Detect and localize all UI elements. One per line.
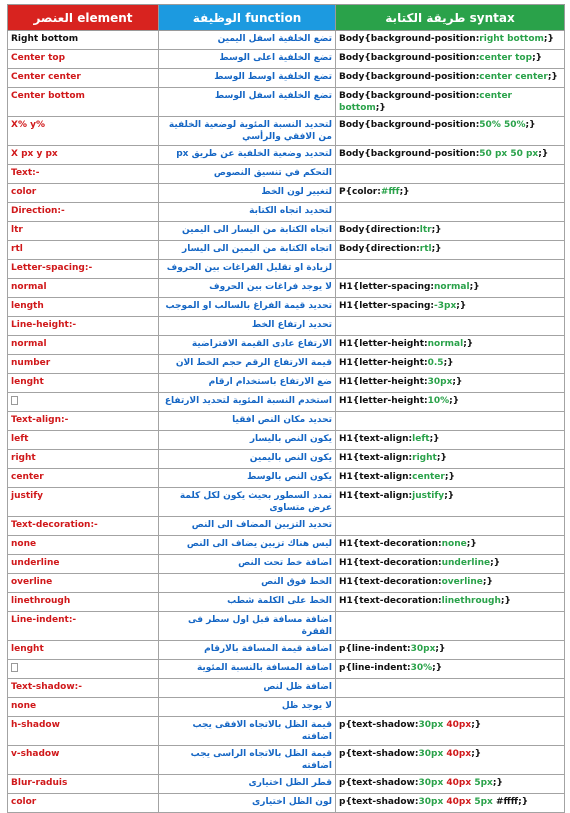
function-cell: اضافة قيمة المسافة بالارقام — [159, 641, 336, 660]
function-cell: تضع الخلفية اسفل اليمين — [159, 31, 336, 50]
syntax-cell — [336, 279, 565, 298]
syntax-cell — [336, 117, 565, 146]
syntax-code: ;} — [435, 644, 446, 654]
syntax-code: p{text-shadow: — [339, 749, 419, 759]
syntax-cell — [336, 317, 565, 336]
syntax-code: Body{direction: — [339, 225, 420, 235]
function-cell: تمدد السطور بحيث يكون لكل كلمة عرض متساوى — [159, 488, 336, 517]
element-cell: length — [8, 298, 159, 317]
syntax-cell — [336, 374, 565, 393]
function-cell: لزيادة او تقليل الفراغات بين الحروف — [159, 260, 336, 279]
table-header-row — [8, 5, 565, 31]
function-cell: لتحديد وضعية الخلفية عن طريق px — [159, 146, 336, 165]
element-cell: Direction:- — [8, 203, 159, 222]
syntax-cell — [336, 450, 565, 469]
syntax-value: 5px — [474, 797, 493, 807]
syntax-code: P{color: — [339, 187, 381, 197]
syntax-cell — [336, 165, 565, 184]
syntax-cell — [336, 241, 565, 260]
syntax-code: H1{text-decoration: — [339, 596, 442, 606]
table-row — [8, 222, 565, 241]
element-cell: Text-shadow:- — [8, 679, 159, 698]
function-cell: الارتفاع عادى القيمة الافتراضية — [159, 336, 336, 355]
table-row — [8, 374, 565, 393]
syntax-code: ;} — [431, 225, 442, 235]
function-cell: تحديد مكان النص افقيا — [159, 412, 336, 431]
syntax-value: 50 px 50 px — [479, 149, 539, 159]
element-cell: color — [8, 794, 159, 813]
syntax-column-header: طريقة الكتابة syntax — [336, 5, 565, 31]
syntax-value: normal — [434, 282, 470, 292]
table-row — [8, 450, 565, 469]
syntax-code: H1{text-align: — [339, 453, 413, 463]
element-cell: lenght — [8, 374, 159, 393]
table-row — [8, 355, 565, 374]
table-row — [8, 536, 565, 555]
css-reference-sheet — [7, 4, 564, 813]
element-cell — [8, 393, 159, 412]
syntax-cell — [336, 336, 565, 355]
table-row — [8, 298, 565, 317]
table-row — [8, 241, 565, 260]
syntax-cell — [336, 536, 565, 555]
table-row — [8, 31, 565, 50]
element-cell: underline — [8, 555, 159, 574]
element-cell: none — [8, 536, 159, 555]
syntax-cell — [336, 488, 565, 517]
syntax-code: ;} — [482, 577, 493, 587]
syntax-value: 10% — [427, 396, 450, 406]
element-cell: normal — [8, 279, 159, 298]
function-cell: استخدم النسبة المئوية لتحديد الارتفاع — [159, 393, 336, 412]
syntax-cell — [336, 775, 565, 794]
table-row — [8, 612, 565, 641]
function-cell: اتجاه الكتابة من اليسار الى اليمين — [159, 222, 336, 241]
syntax-cell — [336, 698, 565, 717]
table-row — [8, 775, 565, 794]
syntax-cell — [336, 679, 565, 698]
syntax-cell — [336, 593, 565, 612]
function-cell: ليس هناك تزيين يضاف الى النص — [159, 536, 336, 555]
syntax-code: H1{letter-height: — [339, 358, 428, 368]
syntax-cell — [336, 660, 565, 679]
element-cell: Letter-spacing:- — [8, 260, 159, 279]
syntax-code: H1{letter-height: — [339, 377, 428, 387]
syntax-value: linethrough — [441, 596, 501, 606]
syntax-code: ;} — [538, 149, 549, 159]
element-cell: Text-decoration:- — [8, 517, 159, 536]
function-cell: الخط على الكلمة شطب — [159, 593, 336, 612]
table-row — [8, 593, 565, 612]
table-row — [8, 88, 565, 117]
function-cell: قيمة الظل بالاتجاه الافقى يجب اضافته — [159, 717, 336, 746]
element-cell: X% y% — [8, 117, 159, 146]
syntax-code: ;} — [471, 720, 482, 730]
function-cell: اضافة المسافة بالنسبة المئوية — [159, 660, 336, 679]
syntax-value: overline — [441, 577, 483, 587]
function-cell: لتغيير لون الخط — [159, 184, 336, 203]
syntax-cell — [336, 641, 565, 660]
syntax-cell — [336, 69, 565, 88]
syntax-value: 40px — [446, 797, 472, 807]
element-cell: color — [8, 184, 159, 203]
syntax-code: H1{text-decoration: — [339, 558, 442, 568]
element-cell: right — [8, 450, 159, 469]
syntax-code: p{text-shadow: — [339, 778, 419, 788]
function-cell: لتحديد النسبة المئوية لوضعية الخلفية من الافقي والرأسي — [159, 117, 336, 146]
syntax-code: ;} — [471, 749, 482, 759]
syntax-code: #ffff;} — [492, 797, 529, 807]
syntax-cell — [336, 717, 565, 746]
syntax-cell — [336, 794, 565, 813]
syntax-code: Body{background-position: — [339, 91, 480, 101]
syntax-code: p{line-indent: — [339, 644, 411, 654]
function-cell: اضافة خط تحت النص — [159, 555, 336, 574]
element-cell: lenght — [8, 641, 159, 660]
table-row — [8, 517, 565, 536]
function-cell: ضع الارتفاع باستخدام ارقام — [159, 374, 336, 393]
function-cell: تضع الخلفية اوسط الوسط — [159, 69, 336, 88]
function-cell: تحديد التزيين المضاف الى النص — [159, 517, 336, 536]
syntax-value: 30px — [427, 377, 453, 387]
syntax-value: 40px — [446, 778, 472, 788]
function-cell: تحديد ارتفاع الخط — [159, 317, 336, 336]
syntax-value: left — [412, 434, 430, 444]
table-row — [8, 555, 565, 574]
syntax-value: 0.5 — [427, 358, 444, 368]
syntax-code: H1{text-align: — [339, 434, 413, 444]
table-row — [8, 679, 565, 698]
table-row — [8, 117, 565, 146]
syntax-code: ;} — [456, 301, 467, 311]
syntax-code: Body{background-position: — [339, 149, 480, 159]
element-cell: Center bottom — [8, 88, 159, 117]
table-row — [8, 717, 565, 746]
syntax-value: right bottom — [479, 34, 544, 44]
function-cell: تضع الخلفية اسفل الوسط — [159, 88, 336, 117]
function-cell: قيمة الظل بالاتجاه الراسى يجب اضافته — [159, 746, 336, 775]
table-row — [8, 184, 565, 203]
syntax-value: 30px — [410, 644, 436, 654]
table-row — [8, 746, 565, 775]
table-row — [8, 146, 565, 165]
syntax-code: H1{letter-spacing: — [339, 301, 435, 311]
syntax-value: 30px — [418, 720, 444, 730]
function-cell: تحديد قيمة الفراغ بالسالب او الموجب — [159, 298, 336, 317]
syntax-value: center center — [479, 72, 548, 82]
element-cell: Right bottom — [8, 31, 159, 50]
table-row — [8, 260, 565, 279]
syntax-cell — [336, 393, 565, 412]
table-row — [8, 574, 565, 593]
table-row — [8, 69, 565, 88]
syntax-cell — [336, 50, 565, 69]
syntax-code: ;} — [449, 396, 460, 406]
syntax-code: H1{text-align: — [339, 472, 413, 482]
missing-glyph-icon — [11, 663, 18, 672]
syntax-code: ;} — [463, 339, 474, 349]
syntax-code: H1{text-decoration: — [339, 539, 442, 549]
table-row — [8, 698, 565, 717]
syntax-code: ;} — [469, 282, 480, 292]
syntax-code: ;} — [429, 434, 440, 444]
element-cell: Center center — [8, 69, 159, 88]
element-cell: rtl — [8, 241, 159, 260]
function-cell: قيمة الارتفاع الرقم حجم الخط الان — [159, 355, 336, 374]
table-row — [8, 203, 565, 222]
function-cell: الخط فوق النص — [159, 574, 336, 593]
syntax-cell — [336, 746, 565, 775]
element-cell: Center top — [8, 50, 159, 69]
syntax-code: Body{background-position: — [339, 34, 480, 44]
syntax-code: H1{text-align: — [339, 491, 413, 501]
syntax-value: 40px — [446, 749, 472, 759]
syntax-code: p{line-indent: — [339, 663, 411, 673]
syntax-value: 30px — [418, 778, 444, 788]
table-row — [8, 488, 565, 517]
element-cell: Blur-raduis — [8, 775, 159, 794]
css-properties-table — [7, 4, 565, 813]
syntax-code: ;} — [500, 596, 511, 606]
syntax-code: ;} — [443, 358, 454, 368]
syntax-code: ;} — [466, 539, 477, 549]
function-cell: لا يوجد فراغات بين الحروف — [159, 279, 336, 298]
syntax-code: ;} — [432, 663, 443, 673]
element-cell: overline — [8, 574, 159, 593]
syntax-value: 5px — [474, 778, 493, 788]
syntax-cell — [336, 355, 565, 374]
syntax-code: ;} — [547, 72, 558, 82]
syntax-code: ;} — [431, 244, 442, 254]
syntax-code: p{text-shadow: — [339, 720, 419, 730]
syntax-value: center — [412, 472, 445, 482]
syntax-code: ;} — [444, 491, 455, 501]
element-cell: h-shadow — [8, 717, 159, 746]
table-row — [8, 794, 565, 813]
function-cell: لا يوجد ظل — [159, 698, 336, 717]
syntax-code: ;} — [543, 34, 554, 44]
table-row — [8, 660, 565, 679]
function-cell: تضع الخلفية اعلى الوسط — [159, 50, 336, 69]
table-row — [8, 336, 565, 355]
syntax-code: Body{background-position: — [339, 120, 480, 130]
table-body — [8, 31, 565, 813]
element-cell: justify — [8, 488, 159, 517]
element-column-header: العنصر element — [8, 5, 159, 31]
function-cell: اضافة مسافة قبل اول سطر فى الفقرة — [159, 612, 336, 641]
table-row — [8, 50, 565, 69]
syntax-cell — [336, 612, 565, 641]
syntax-value: center bottom — [339, 91, 512, 113]
element-cell: ltr — [8, 222, 159, 241]
syntax-value: 50% 50% — [479, 120, 526, 130]
element-cell: left — [8, 431, 159, 450]
element-cell: Text:- — [8, 165, 159, 184]
syntax-value: rtl — [419, 244, 432, 254]
syntax-cell — [336, 431, 565, 450]
syntax-code: H1{letter-height: — [339, 339, 428, 349]
syntax-code: ;} — [532, 53, 543, 63]
syntax-cell — [336, 88, 565, 117]
syntax-cell — [336, 203, 565, 222]
syntax-code: ;} — [375, 103, 386, 113]
syntax-value: normal — [427, 339, 464, 349]
table-row — [8, 165, 565, 184]
syntax-cell — [336, 222, 565, 241]
element-cell: number — [8, 355, 159, 374]
syntax-value: underline — [441, 558, 491, 568]
function-cell: اتجاه الكتابة من اليمين الى اليسار — [159, 241, 336, 260]
syntax-value: 40px — [446, 720, 472, 730]
function-cell: التحكم في تنسيق النصوص — [159, 165, 336, 184]
syntax-value: 30% — [410, 663, 433, 673]
syntax-code: Body{direction: — [339, 244, 420, 254]
element-cell: Line-height:- — [8, 317, 159, 336]
element-cell — [8, 660, 159, 679]
syntax-cell — [336, 574, 565, 593]
element-cell: X px y px — [8, 146, 159, 165]
table-row — [8, 317, 565, 336]
element-cell: none — [8, 698, 159, 717]
syntax-cell — [336, 31, 565, 50]
element-cell: Text-align:- — [8, 412, 159, 431]
missing-glyph-icon — [11, 396, 18, 405]
syntax-code: ;} — [452, 377, 463, 387]
syntax-cell — [336, 517, 565, 536]
syntax-cell — [336, 412, 565, 431]
function-column-header: الوظيفة function — [159, 5, 336, 31]
syntax-code: H1{letter-height: — [339, 396, 428, 406]
element-cell: Line-indent:- — [8, 612, 159, 641]
syntax-code: Body{background-position: — [339, 53, 480, 63]
syntax-value: right — [412, 453, 437, 463]
syntax-value: center top — [479, 53, 533, 63]
syntax-value: 30px — [418, 797, 444, 807]
syntax-code: ;} — [525, 120, 536, 130]
syntax-value: justify — [412, 491, 445, 501]
syntax-code: ;} — [444, 472, 455, 482]
table-row — [8, 641, 565, 660]
function-cell: قطر الظل اختيارى — [159, 775, 336, 794]
syntax-cell — [336, 146, 565, 165]
element-cell: linethrough — [8, 593, 159, 612]
syntax-code: ;} — [490, 558, 501, 568]
function-cell: لون الظل اختيارى — [159, 794, 336, 813]
syntax-value: #fff — [380, 187, 400, 197]
syntax-cell — [336, 298, 565, 317]
table-row — [8, 279, 565, 298]
syntax-code: ;} — [399, 187, 410, 197]
syntax-cell — [336, 469, 565, 488]
syntax-code: ;} — [436, 453, 447, 463]
table-row — [8, 431, 565, 450]
table-row — [8, 393, 565, 412]
table-row — [8, 469, 565, 488]
function-cell: اضافة ظل لنص — [159, 679, 336, 698]
syntax-code: H1{letter-spacing: — [339, 282, 435, 292]
element-cell: v-shadow — [8, 746, 159, 775]
element-cell: normal — [8, 336, 159, 355]
function-cell: يكون النص باليسار — [159, 431, 336, 450]
syntax-cell — [336, 184, 565, 203]
table-row — [8, 412, 565, 431]
function-cell: يكون النص بالوسط — [159, 469, 336, 488]
syntax-code: Body{background-position: — [339, 72, 480, 82]
syntax-value: none — [441, 539, 467, 549]
syntax-value: -3px — [434, 301, 457, 311]
syntax-code: H1{text-decoration: — [339, 577, 442, 587]
function-cell: يكون النص باليمين — [159, 450, 336, 469]
syntax-code: p{text-shadow: — [339, 797, 419, 807]
element-cell: center — [8, 469, 159, 488]
function-cell: لتحديد اتجاه الكتابة — [159, 203, 336, 222]
syntax-code: ;} — [492, 778, 503, 788]
syntax-cell — [336, 260, 565, 279]
syntax-value: ltr — [419, 225, 432, 235]
syntax-value: 30px — [418, 749, 444, 759]
syntax-cell — [336, 555, 565, 574]
